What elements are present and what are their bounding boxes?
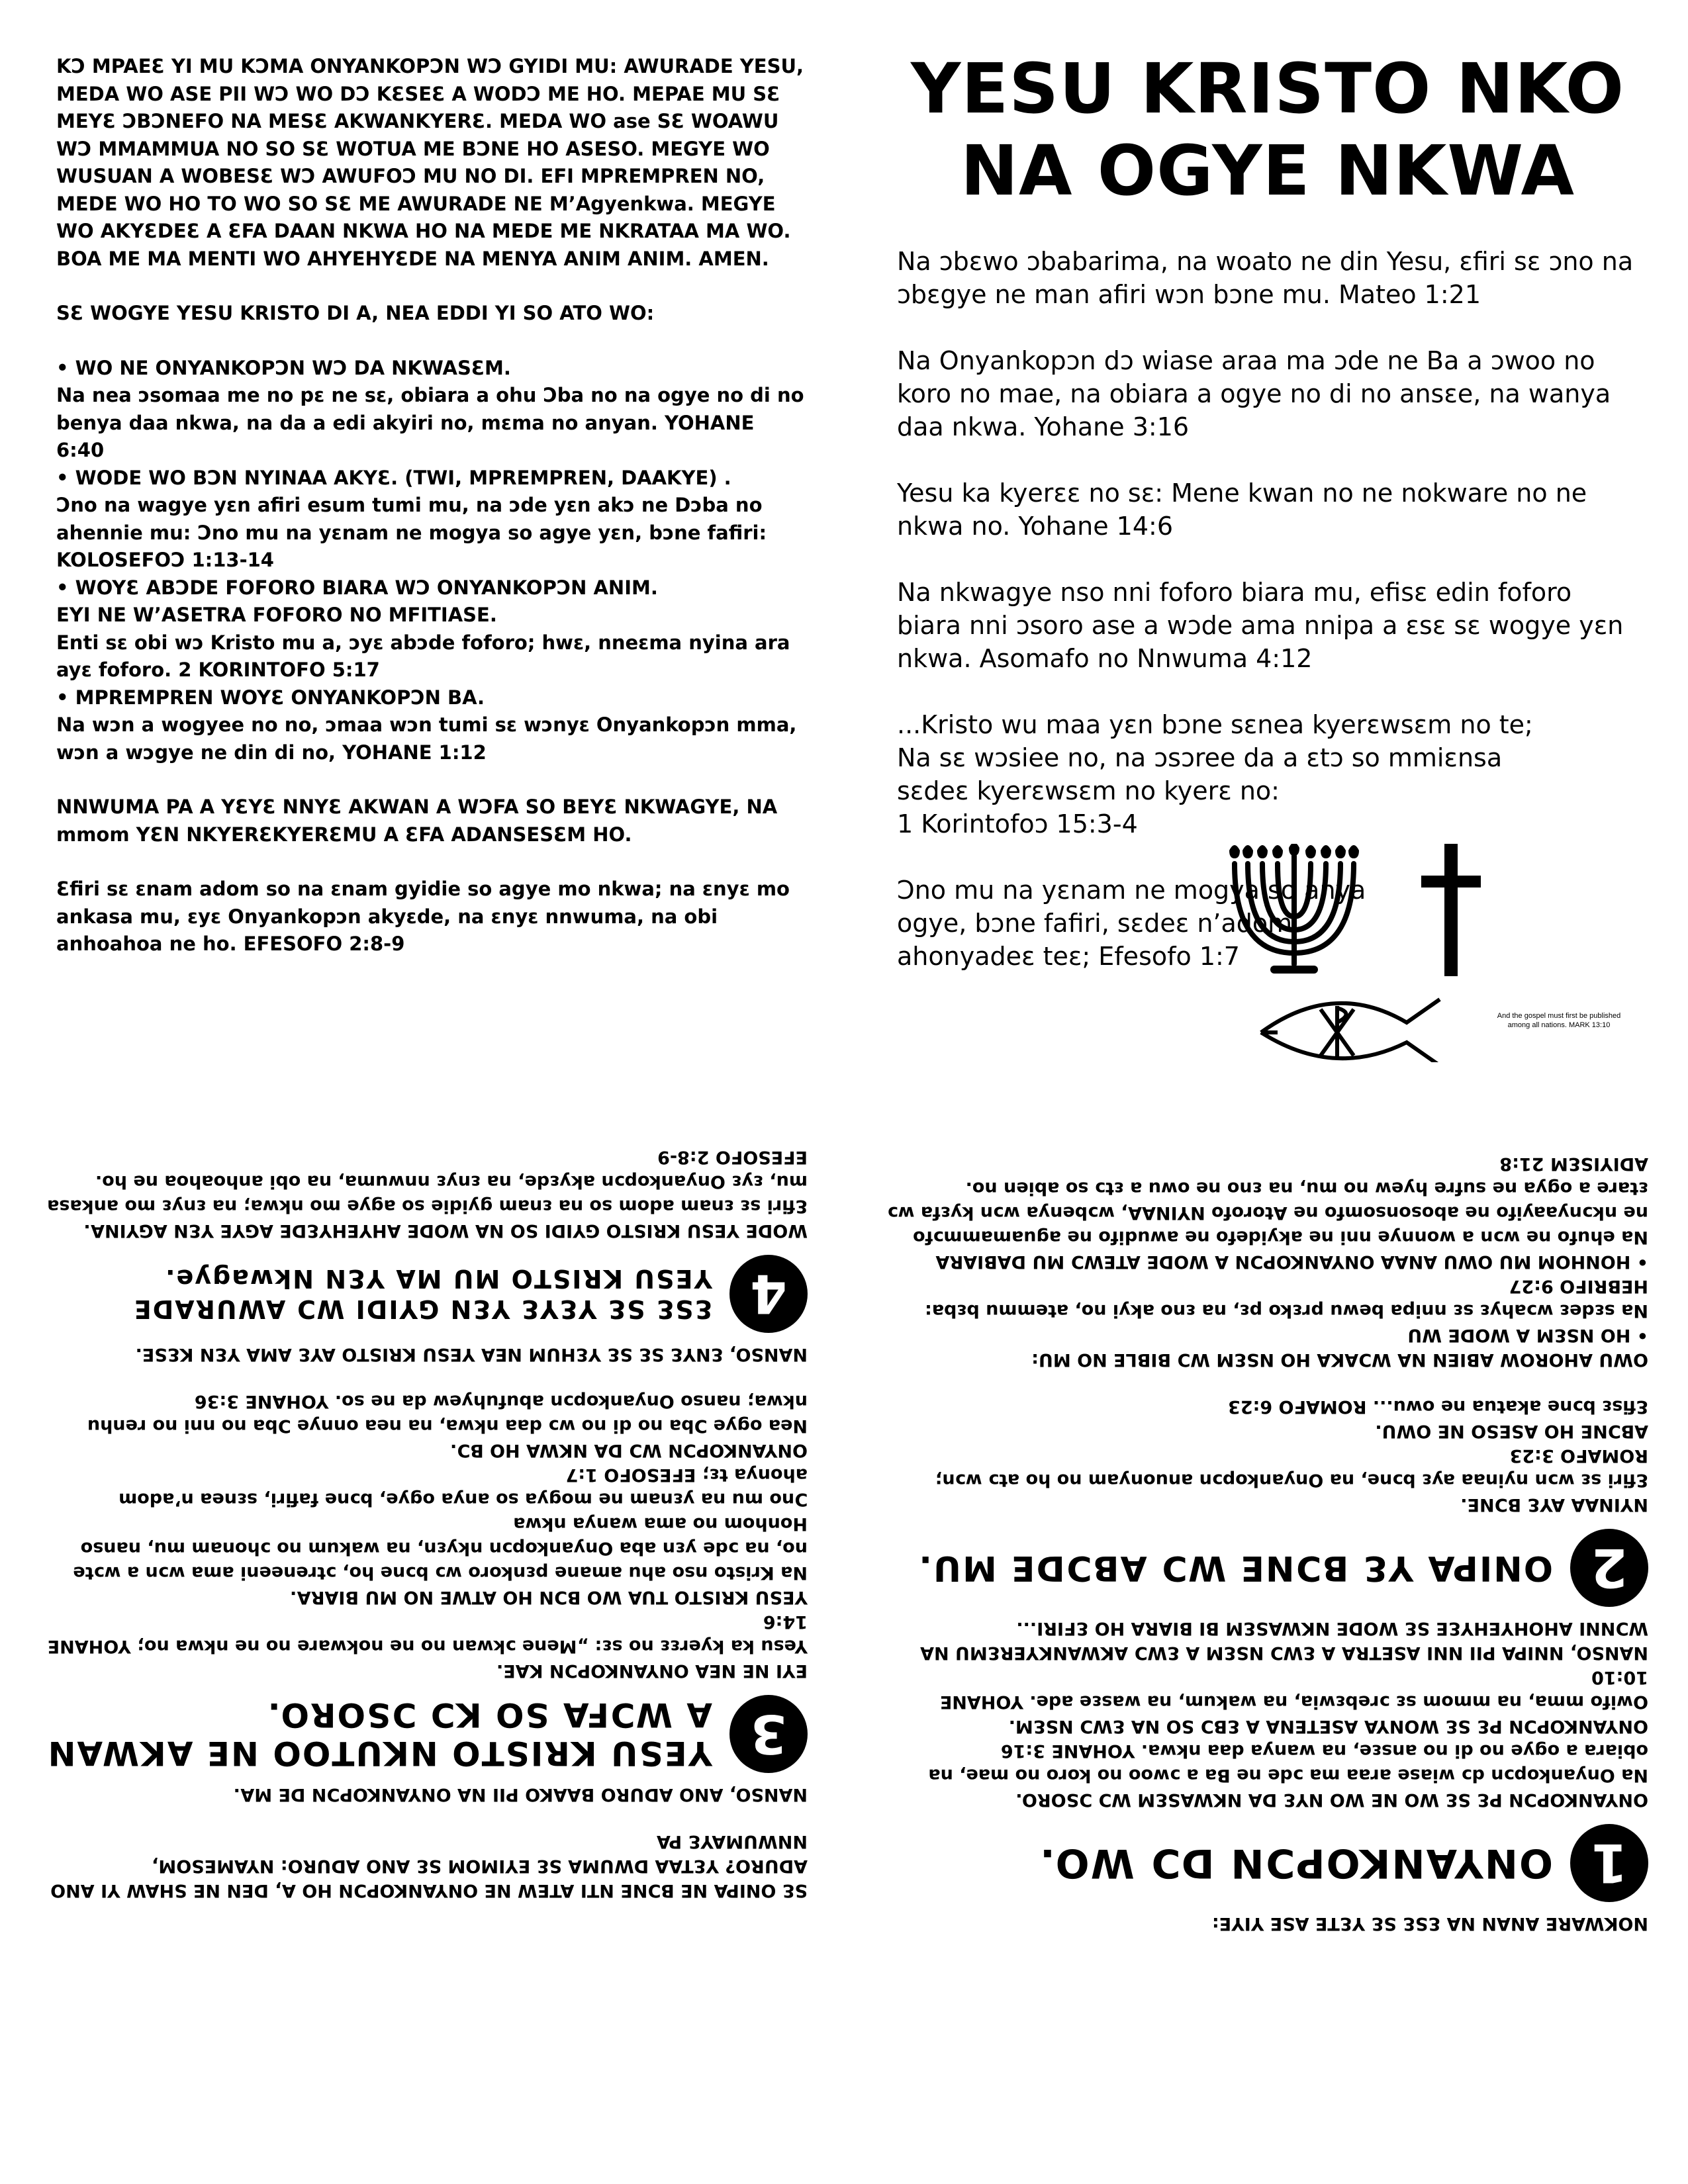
section-1-line: Owifo mma, na mmom sɛ ɔrebɛwia, na wakum, na wasɛe ade. YOHANE 10:10 xyxy=(939,1667,1648,1712)
section-number-3: 3 xyxy=(729,1695,808,1773)
benefit-line: Enti sɛ obi wɔ Kristo mu a, ɔyɛ abɔde foforo; hwɛ, nneɛma nyina ara ayɛ foforo. 2 KORINTOFO 5:17 xyxy=(56,631,790,681)
verse: Yesu ka kyerɛɛ no sɛ: Mene kwan no ne nokware no ne nkwa no. Yohane 14:6 xyxy=(897,478,1587,541)
section-2-line: Ɛfisɛ bɔne akatua ne owu... ROMAFO 6:23 xyxy=(1228,1396,1648,1417)
section-3-line: YESU KRISTO TUA WO BƆN HO ATWE NO MU BIARA. xyxy=(290,1587,808,1608)
remedy-intro-2: NANSO, ANO ADURO BAAKO PII NA ONYANKOPƆN DE MA. xyxy=(233,1784,808,1805)
remedy-intro: SƐ ONIPA NE BƆNE NTI ATEW NE ONYANKOPƆN HO A, DEN NE SHAW YI ANO ADURO? YƐTAA DWUMA SƐ EYIMOM SƐ ANO ADURO: NYAMESOM, NNWUMAYƐ PA xyxy=(50,1831,808,1901)
benefit-line: • MPREMPREN WOYƐ ONYANKOPƆN BA. xyxy=(56,686,485,709)
verse-line: sɛdeɛ kyerɛwsɛm no kyerɛ no: xyxy=(897,776,1280,805)
cross-icon xyxy=(1421,844,1481,976)
menorah-icon xyxy=(1229,844,1359,970)
benefit-line: • WODE WO BƆN NYINAA AKYƐ. (TWI, MPREMPREN, DAAKYE) . xyxy=(56,466,731,489)
ephesians-verse: Ɛfiri sɛ ɛnam adom so na ɛnam gyidie so agye mo nkwa; na ɛnyɛ mo ankasa mu, ɛyɛ Onyankopɔn akyɛde, na ɛnyɛ nnwuma, na obi anhoahoa ne ho. EFESOFO 2:8-9 xyxy=(56,878,790,955)
section-2-line: OWU AHOROW ABIEN NA WƆAKA HO NSƐM WƆ BIBLE NO MU: xyxy=(1031,1349,1648,1370)
benefit-line: Na nea ɔsomaa me no pɛ ne sɛ, obiara a ohu Ɔba no na ogye no di no benya daa nkwa, na da a edi akyiri no, mɛma no anyan. YOHANE 6:40 xyxy=(56,384,804,461)
caption-line: among all nations. MARK 13:10 xyxy=(1507,1021,1611,1029)
section-3-line: Yesu ka kyerɛɛ no sɛ: „Mene ɔkwan no ne nokware no ne nkwa no; YOHANE 14:6 xyxy=(47,1612,808,1657)
benefit-line: Ɔno na wagye yɛn afiri esum tumi mu, na ɔde yɛn akɔ ne Dɔba no ahennie mu: Ɔno mu na yɛnam ne mogya so agye yɛn, bɔne fafiri: KOLOSEFOƆ 1:13-14 xyxy=(56,494,767,571)
section-3-line: NANSO, ƐNYƐ SƐ SƐ YƐHUM NEA YESU KRISTO AYƐ AMA YƐN KƐSE. xyxy=(135,1344,808,1365)
section-2-line: NYINAA AYƐ BƆNE. xyxy=(1460,1494,1648,1515)
tract-panel-bottom-left xyxy=(46,1145,808,1903)
benefit-line: • WOYƐ ABƆDE FOFORO BIARA WƆ ONYANKOPƆN ANIM. xyxy=(56,576,658,599)
section-1-line: ONYANKOPƆN PƐ SƐ WO NE WO NYƐ DA NKWASƐM WƆ ƆSORO. xyxy=(1015,1790,1648,1810)
section-number-4: 4 xyxy=(729,1255,808,1333)
salvation-prayer: KƆ MPAEƐ YI MU KƆMA ONYANKOPƆN WƆ GYIDI MU: AWURADE YESU, MEDA WO ASE PII WƆ WO DƆ KƐSEƐ A WODƆ ME HO. MEPAE MU SƐ MEYƐ ƆBƆNEFO NA MESƐ AKWANKYERƐ. MEDA WO ase SƐ WOAWU WƆ MMAMMUA NO SO SƐ WOTUA ME BƆNE HO ASESO. MEGYE WO WUSUAN A WOBESƐ WƆ AWUFOƆ MU NO DI. EFI MPREMPREN NO, MEDE WO HO TO WO SO SƐ ME AWURADE NE M’Agyenkwa. MEGYE WO AKYƐDEƐ A ƐFA DAAN NKWA HO NA MEDE ME NKRATAA MA WO. BOA ME MA MENTI WO AHYEHYƐDE NA MENYA ANIM ANIM. AMEN. xyxy=(56,55,804,270)
section-2-line: Na ehufo ne wɔn a wonnye nni ne akyidefo ne awudifo ne aguamammɔfo ne nkɔnyaayifo ne abosonsomfo ne Atorofo NYINAA, wɔbenya wɔn kyɛfa wɔ ɛtare a ogya ne sufre hyew no mu, na ɛno ne owu a ɛtɔ so abien no. ADIYISƐM 21:8 xyxy=(887,1154,1648,1248)
section-2-line: • HONHOM MU OWU ANAA ONYANKOPƆN A WODE ATEWƆ MU DABIARA xyxy=(935,1251,1648,1272)
section-4-heading xyxy=(46,1255,808,1333)
title-line-2: NA OGYE NKWA xyxy=(961,130,1575,211)
tract-panel-top-left xyxy=(56,53,804,958)
section-number-2: 2 xyxy=(1570,1529,1648,1607)
verse-line: ahonyadeɛ teɛ; Efesofo 1:7 xyxy=(897,942,1240,971)
section-1-line: NANSO, NNIPA PII NNI ASETRA A ƐWƆ NSƐM A ƐWƆ AKWANKYERƐMU NA WƆNNI AHOHYEHYƐE SƐ WODE NKWASƐM BI BIARA HO ƐFIRI... xyxy=(920,1618,1648,1663)
tract-panel-bottom-right xyxy=(887,1152,1648,1936)
verse-line: Ɔno mu na yɛnam ne mogya so anya xyxy=(897,876,1366,905)
section-3-title: YESU KRISTO NKUTOO NE AKWAN A WƆFA SO KƆ ƆSORO. xyxy=(46,1696,712,1772)
section-3-line: Ɔno mu na yɛnam ne mogya so anya ogye, bɔne fafiri, sɛnea n’adom ahonya tɛ; EFESOFO 1:7 xyxy=(118,1465,808,1510)
title-line-1: YESU KRISTO NKO xyxy=(910,48,1625,129)
mark-caption xyxy=(1460,1011,1658,1030)
benefit-line: • WO NE ONYANKOPƆN WƆ DA NKWASƐM. xyxy=(56,356,511,379)
verse: Na Onyankopɔn dɔ wiase araa ma ɔde ne Ba a ɔwoo no koro no mae, na obiara a ogye no di no ansɛe, na wanya daa nkwa. Yohane 3:16 xyxy=(897,346,1611,441)
section-3-line: Nea ogye Ɔba no di no wɔ daa nkwa, na nea onnye Ɔba no nni no renhu nkwa; nanso Onyankopɔn abufuhyew da ne so. YOHANE 3:36 xyxy=(87,1391,808,1436)
verse-line: Na sɛ wɔsiee no, na ɔsɔree da a ɛtɔ so mmiɛnsa xyxy=(897,743,1503,772)
caption-line: And the gospel must first be published xyxy=(1497,1012,1621,1020)
section-number-1: 1 xyxy=(1570,1824,1648,1902)
benefit-line: Na wɔn a wogyee no no, ɔmaa wɔn tumi sɛ wɔnyɛ Onyankopɔn mma, wɔn a wɔgye ne din di no, YOHANE 1:12 xyxy=(56,713,797,764)
verse-line: ogye, bɔne fafiri, sɛdeɛ n’adom xyxy=(897,909,1293,938)
section-2-heading xyxy=(887,1529,1648,1607)
section-3-heading xyxy=(46,1695,808,1773)
section-1-line: Na Onyankopɔn dɔ wiase araa ma ɔde ne Ba a ɔwoo no koro no mae, na obiara a ogye no di no ansɛe, na wanya daa nkwa. YOHANE 3:16 xyxy=(928,1741,1648,1786)
verse-line: ...Kristo wu maa yɛn bɔne sɛnea kyerɛwsɛm no te; xyxy=(897,710,1533,739)
section-2-line: • HO NSƐM A WODE WU xyxy=(1407,1325,1648,1345)
verse: Na nkwagye nso nni foforo biara mu, efisɛ edin foforo biara nni ɔsoro ase a wɔde ama nnipa a ɛsɛ sɛ wogye yɛn nkwa. Asomafo no Nnwuma 4:12 xyxy=(897,578,1624,673)
verse-line: 1 Korintofoɔ 15:3-4 xyxy=(897,809,1138,839)
good-works-note: NNWUMA PA A YƐYƐ NNYƐ AKWAN A WƆFA SO BEYƐ NKWAGYE, NA mmom YƐN NKYERƐKYERƐMU A ƐFA ADANSESƐM HO. xyxy=(56,796,778,846)
section-3-line: ONYANKOPƆN WƆ DA NKWA HO BƆ. xyxy=(450,1440,808,1461)
section-1-title: ONYANKOPƆN DƆ WO. xyxy=(1039,1840,1553,1886)
section-4-line: Ɛfiri sɛ ɛnam adom so na ɛnam gyidie so agye mo nkwa; na ɛnyɛ mo ankasa mu, ɛyɛ Onyankopɔn akyɛde, na ɛnyɛ nnwuma, na obi anhoahoa ne ho. EFESOFO 2:8-9 xyxy=(47,1147,808,1216)
section-4-line: WODE YESU KRISTO GYIDI SO NA WODE AHYEHYƐDE AGYE YƐN AGYINA. xyxy=(83,1220,808,1241)
verse-corinthians xyxy=(897,708,1638,841)
section-2-title: ONIPA YƐ BƆNE WƆ ABƆDE MU. xyxy=(917,1548,1553,1588)
section-4-title: ƐSƐ SƐ YƐYƐ YƐN GYIDI WƆ AWURADE YESU KRISTO MU MA YƐN Nkwagye. xyxy=(132,1264,712,1324)
verse: Na ɔbɛwo ɔbabarima, na woato ne din Yesu, ɛfiri sɛ ɔno na ɔbɛgye ne man afiri wɔn bɔne mu. Mateo 1:21 xyxy=(897,247,1634,309)
benefit-line: EYI NE W’ASETRA FOFORO NO MFITIASE. xyxy=(56,604,497,626)
four-truths-intro: NOKWARE ANAN NA ƐSƐ SƐ YƐTE ASE YIYE: xyxy=(1211,1913,1648,1934)
section-3-line: Na Kristo nso ahu amane pɛnkoro wɔ bɔne ho, ɔtreneeni ama wɔn a wɔte no, na ɔde yɛn aba Onyankopɔn nkyɛn, na wakum no ɔhonam mu, nanso Honhom no ama wanya nkwa xyxy=(73,1514,808,1583)
benefits-heading: SƐ WOGYE YESU KRISTO DI A, NEA EDDI YI SO ATO WO: xyxy=(56,302,655,324)
section-1-line: ONYANKOPƆN PƐ SƐ WONYA ASETENA A ƐBƆ SO NA ƐWƆ NSƐM. xyxy=(1008,1716,1648,1737)
tract-title xyxy=(897,48,1638,212)
ichthys-chi-rho-icon xyxy=(1261,999,1440,1062)
section-2-line: ABƆNE HO ASESO NE OWU. xyxy=(1375,1421,1648,1441)
section-2-line: Na sɛdeɛ wɔahyɛ sɛ nnipa bewu prɛko pɛ, na ɛno akyi no, atemmu bɛba: HEBRIFO 9:27 xyxy=(925,1276,1648,1321)
section-2-line: Ɛfiri sɛ wɔn nyinaa ayɛ bɔne, na Onyankopɔn anuonyam no ho atɔ wɔn; ROMAFO 3:23 xyxy=(935,1445,1648,1490)
section-1-heading xyxy=(887,1824,1648,1902)
section-3-line: EYI NE NEA ONYANKOPƆN KAE. xyxy=(496,1661,808,1681)
